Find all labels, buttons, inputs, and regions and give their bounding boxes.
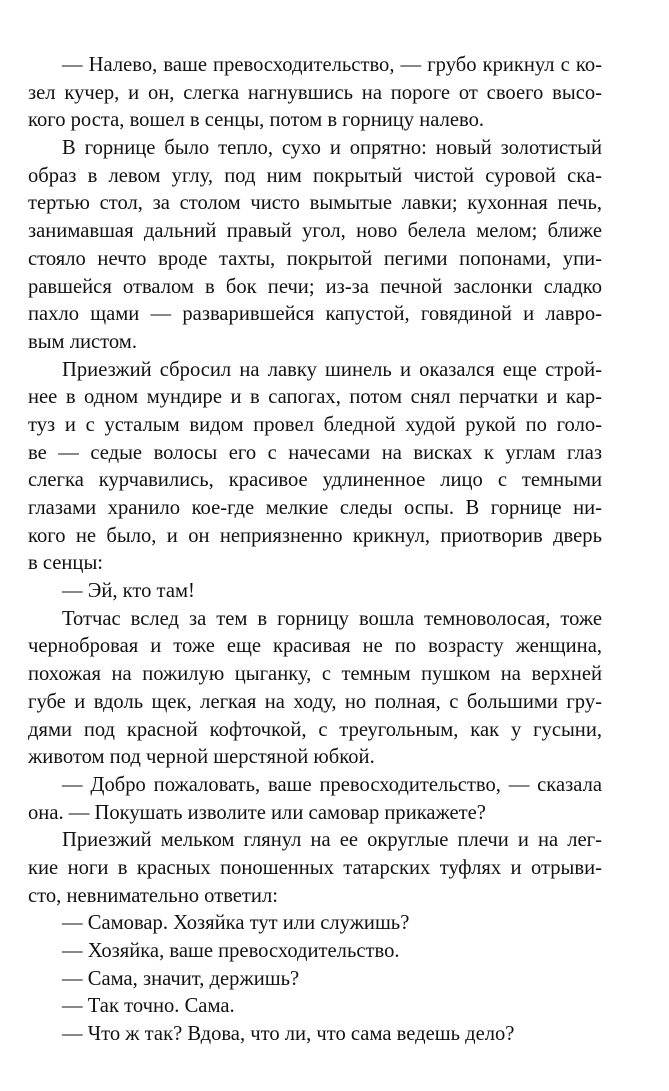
text-line: похожая на пожилую цыганку, с темным пушком на верхней [28,663,602,686]
paragraph [28,910,602,938]
text-line: губе и вдоль щек, легкая на ходу, но полная, с большими гру- [28,690,602,713]
paragraph [28,135,602,357]
text-line: вым листом. [28,330,137,353]
text-line: — Что ж так? Вдова, что ли, что сама ведешь дело? [62,1023,515,1046]
text-line: — Эй, кто там! [62,580,195,603]
text-line: ве — седые волосы его с начесами на висках к углам глаз [28,441,602,464]
text-line: — Добро пожаловать, ваше превосходительство, — сказала [62,773,602,796]
text-line: животом под черной шерстяной юбкой. [28,746,375,769]
text-line: стояло нечто вроде тахты, покрытой пегими попонами, упи- [28,247,602,270]
text-line: В горнице было тепло, сухо и опрятно: новый золотистый [62,137,602,160]
text-line: — Сама, значит, держишь? [62,967,300,990]
paragraph [28,938,602,966]
text-line: Тотчас вслед за тем в горницу вошла темноволосая, тоже [62,607,602,630]
text-line: туз и с усталым видом провел бледной худой рукой по голо- [28,413,602,436]
text-line: чернобровая и тоже еще красивая не по возрасту женщина, [28,635,602,658]
text-line: дями под красной кофточкой, с треугольным, как у гусыни, [28,718,602,741]
text-line: слегка курчавились, красивое удлиненное лицо с темными [28,469,602,492]
text-line: равшейся отвалом в бок печи; из-за печной заслонки сладко [28,275,602,298]
paragraph [28,993,602,1021]
text-line: тертью стол, за столом чисто вымытые лавки; кухонная печь, [28,192,602,215]
text-line: кого роста, вошел в сенцы, потом в горницу налево. [28,109,485,132]
text-line: — Хозяйка, ваше превосходительство. [62,940,400,962]
text-line: — Самовар. Хозяйка тут или служишь? [62,912,410,935]
text-line: кие ноги в красных поношенных татарских туфлях и отрыви- [28,856,602,879]
text-line: сто, невнимательно ответил: [28,884,278,907]
paragraph [28,827,602,910]
text-line: кого не было, и он неприязненно крикнул, приотворив дверь [28,524,602,547]
book-page-text [28,52,602,1049]
paragraph [28,1021,602,1049]
text-line: она. — Покушать изволите или самовар прикажете? [28,801,486,824]
text-line: в сенцы: [28,552,104,575]
text-line: нее в одном мундире и в сапогах, потом снял перчатки и кар- [28,386,602,409]
text-line: Приезжий мельком глянул на ее округлые плечи и на лег- [62,829,602,852]
paragraph [28,52,602,135]
text-line: образ в левом углу, под ним покрытый чистой суровой ска- [28,164,602,187]
paragraph [28,357,602,579]
text-line: пахло щами — разварившейся капустой, говядиной и лавро- [28,303,602,326]
paragraph [28,606,602,772]
paragraph [28,578,602,606]
text-line: — Налево, ваше превосходительство, — грубо крикнул с ко- [62,54,602,76]
text-line: глазами хранило кое-где мелкие следы оспы. В горнице ни- [28,497,602,519]
text-line: — Так точно. Сама. [62,995,235,1018]
text-line: Приезжий сбросил на лавку шинель и оказался еще строй- [62,358,602,381]
paragraph [28,772,602,827]
paragraph [28,966,602,994]
text-line: зел кучер, и он, слегка нагнувшись на пороге от своего высо- [28,81,602,104]
text-line: занимавшая дальний правый угол, ново белела мелом; ближе [28,220,602,243]
